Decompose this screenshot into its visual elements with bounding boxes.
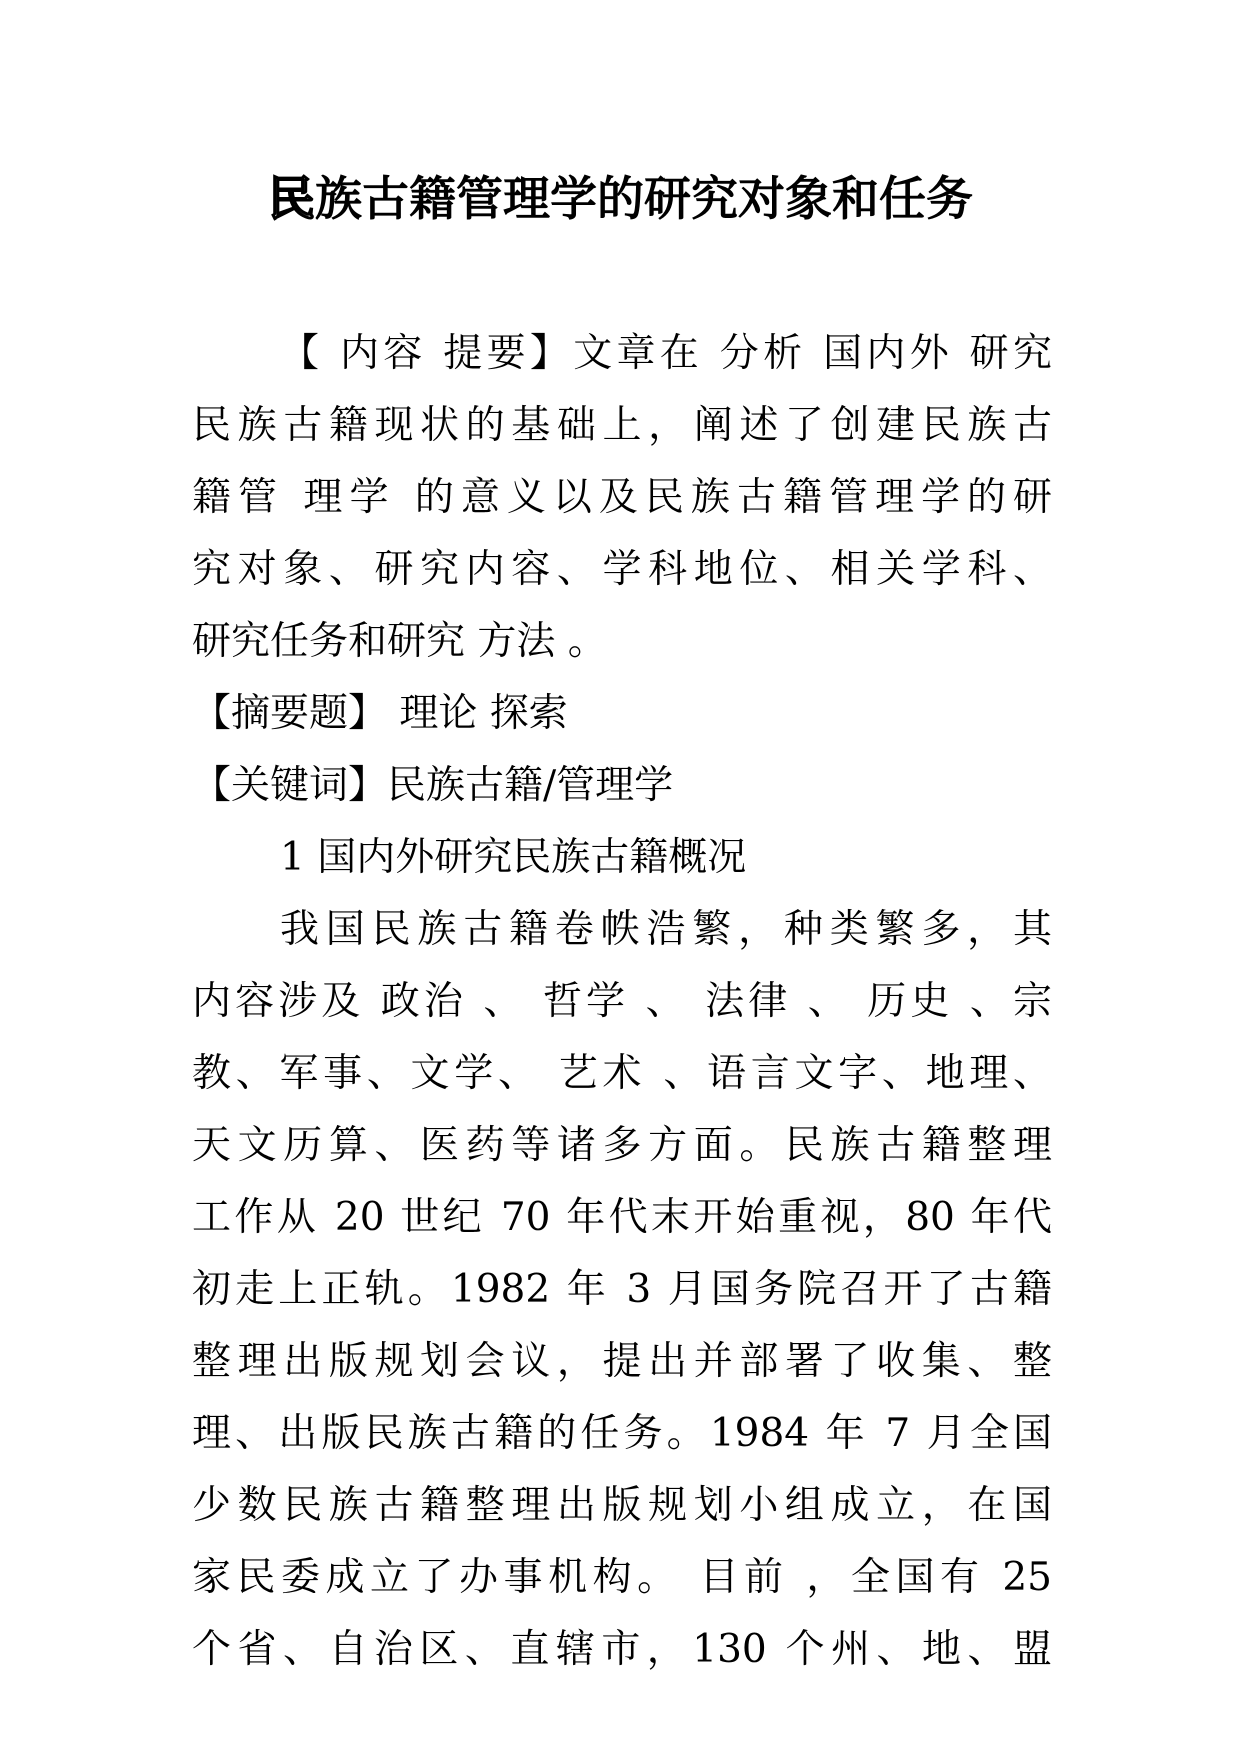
document-body xyxy=(192,318,1052,1686)
abstract-line: 籍管 理学 的意义以及民族古籍管理学的研 xyxy=(192,475,1052,520)
keywords-line: 【关键词】民族古籍/管理学 xyxy=(192,763,674,808)
abstract-line: 究对象、研究内容、学科地位、相关学科、 xyxy=(192,547,1052,592)
section-heading: 1 国内外研究民族古籍概况 xyxy=(280,835,747,880)
paragraph-line: 家民委成立了办事机构。 目前 ，全国有 25 xyxy=(192,1555,1052,1600)
paragraph-line: 工作从 20 世纪 70 年代末开始重视，80 年代 xyxy=(192,1195,1052,1240)
abstract-line: 民族古籍现状的基础上，阐述了创建民族古 xyxy=(192,403,1052,448)
paragraph-line: 初走上正轨。1982 年 3 月国务院召开了古籍 xyxy=(192,1267,1052,1312)
title-first-character: 民 xyxy=(268,172,315,227)
paragraph-line: 理、出版民族古籍的任务。1984 年 7 月全国 xyxy=(192,1411,1052,1456)
paragraph-line: 整理出版规划会议，提出并部署了收集、整 xyxy=(192,1339,1052,1384)
title-rest: 族古籍管理学的研究对象和任务 xyxy=(315,172,973,227)
abstract-line: 【 内容 提要】文章在 分析 国内外 研究 xyxy=(280,331,1052,376)
paragraph-line: 少数民族古籍整理出版规划小组成立，在国 xyxy=(192,1483,1052,1528)
abstract-line: 研究任务和研究 方法 。 xyxy=(192,619,607,664)
paragraph-line: 天文历算、医药等诸多方面。民族古籍整理 xyxy=(192,1123,1052,1168)
paragraph-line: 个省、自治区、直辖市，130 个州、地、盟 xyxy=(192,1627,1052,1672)
paragraph-line: 我国民族古籍卷帙浩繁，种类繁多，其 xyxy=(280,907,1052,952)
paragraph-line: 内容涉及 政治 、 哲学 、 法律 、 历史 、宗 xyxy=(192,979,1052,1024)
paragraph-line: 教、军事、文学、 艺术 、语言文字、地理、 xyxy=(192,1051,1052,1096)
subject-line: 【摘要题】 理论 探索 xyxy=(192,691,568,736)
document-title xyxy=(0,160,1241,240)
